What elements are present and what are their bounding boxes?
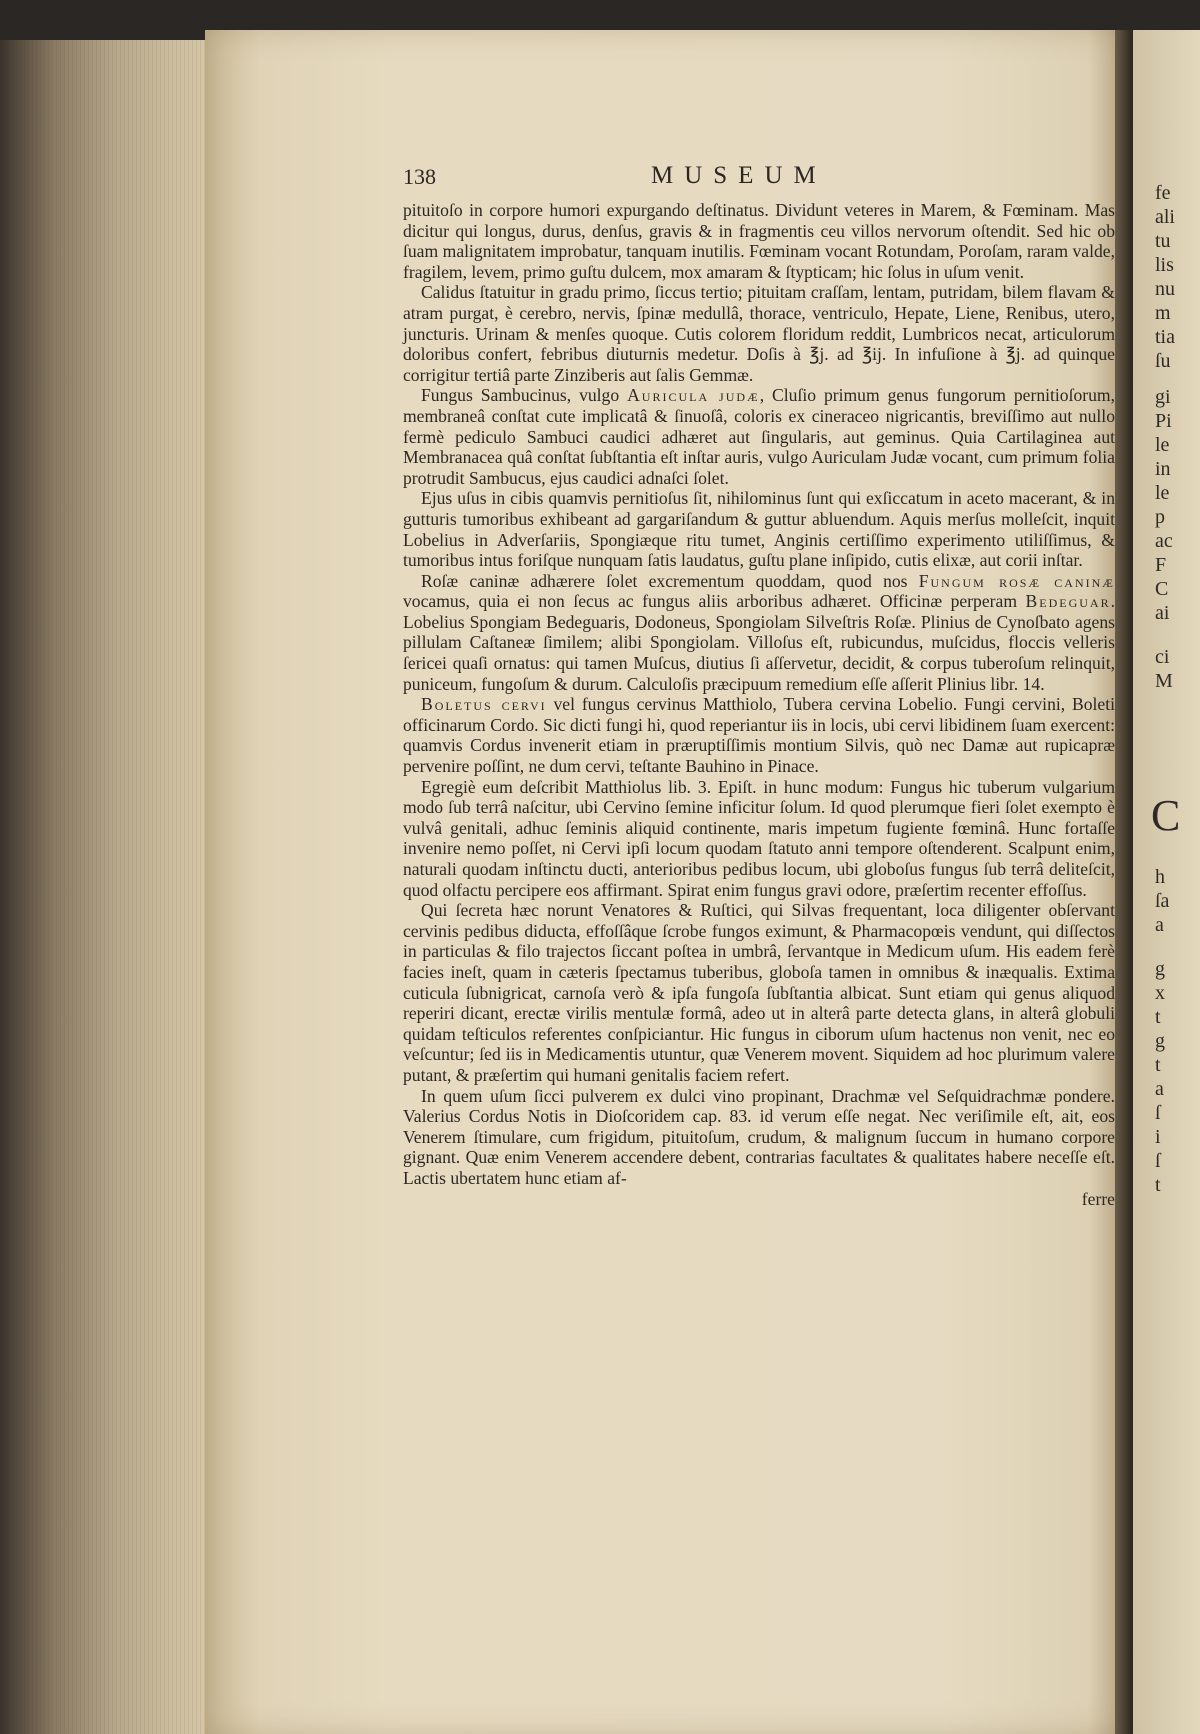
facing-page-initial: C <box>1151 791 1181 840</box>
facing-page-text: p <box>1155 506 1165 528</box>
facing-page-text: ſ <box>1155 1102 1161 1124</box>
paragraph: In quem uſum ſicci pulverem ex dulci vino propinant, Drachmæ vel Seſquidrachmæ pondere. Valerius Cordus Notis in Dioſcoridem cap. 83. id verum eſſe negat. Nec veriſimile eſt, ait, eos Venerem ſtimulare, cum frigidum, pituitoſum, crudum, & malignum ſuccum in humano corpore gignant. Quæ enim Venerem accendere debent, contrarias facultates & qualitates habere neceſſe eſt. Lactis ubertatem hunc etiam af- <box>403 1085 1115 1188</box>
facing-page-text: g <box>1155 1030 1165 1052</box>
species-name: Auricula judæ <box>627 385 760 406</box>
species-name: Fungum roſæ caninæ <box>918 570 1115 591</box>
facing-page-text: tu <box>1155 230 1171 252</box>
facing-page-fragment <box>1133 30 1200 1734</box>
species-name: Bedeguar <box>1025 591 1111 612</box>
facing-page-text: fe <box>1155 182 1171 204</box>
facing-page-text: a <box>1155 914 1164 936</box>
facing-page-text: ſu <box>1155 350 1171 372</box>
facing-page-text: t <box>1155 1006 1161 1028</box>
facing-page-text: a <box>1155 1078 1164 1100</box>
facing-page-text: m <box>1155 302 1171 324</box>
running-head <box>403 164 1115 198</box>
facing-page-text: in <box>1155 458 1171 480</box>
paragraph-text: vocamus, quia ei non ſecus ac fungus aliis arboribus adhæret. Officinæ perperam <box>403 591 1017 612</box>
paragraph-text: . Lobelius Spongiam Bedeguaris, Dodoneus, Spongiolam Silveſtris Roſæ. Plinius de Cynoſbato agens pillulam Caſtaneæ ſimilem; alibi Spongiolam. Villoſus eſt, rubicundus, muſcidus, floccis velleris ſericei quaſi ornatus: qui tamen Muſcus, diutius ſi aſſervetur, decidit, & corpus tuberoſum relinquit, puniceum, fungoſum & durum. Calculoſis præcipuum remedium eſſe aſſerit Plinius libr. 14. <box>403 591 1115 694</box>
facing-page-text: t <box>1155 1054 1161 1076</box>
paragraph-fungus-sambucinus <box>403 385 1115 488</box>
facing-page-text: C <box>1155 578 1169 600</box>
page-title: MUSEUM <box>651 162 827 189</box>
paragraph-rosae-caninae <box>403 571 1115 695</box>
paragraph-text: , Cluſio primum genus fungorum pernitioſorum, membraneâ conſtat cute implicatâ & ſinuoſâ, coloris ex cineraceo nigricantis, breviſſimo aut nullo fermè pediculo Sambuci caudici adhæret aut ſingularis, aut geminus. Quia Cartilaginea aut Membranacea quâ conſtat ſubſtantia eſt inſtar auris, vulgo Auriculam Judæ vocant, cum primum folia protrudit Sambucus, ejus caudici adnaſci ſolet. <box>403 385 1115 488</box>
facing-page-text: gi <box>1155 386 1171 408</box>
facing-page-text: M <box>1155 670 1173 692</box>
facing-page-text: h <box>1155 866 1165 888</box>
page-number: 138 <box>403 164 436 189</box>
facing-page-text: ac <box>1155 530 1173 552</box>
facing-page-text: le <box>1155 434 1170 456</box>
facing-page-text: ſa <box>1155 890 1170 912</box>
facing-page-text: t <box>1155 1174 1161 1196</box>
facing-page-text: i <box>1155 1126 1161 1148</box>
facing-page-text: lis <box>1155 254 1174 276</box>
facing-page-text: g <box>1155 958 1165 980</box>
page-text-block <box>403 164 1115 1209</box>
catchword: ferre <box>1081 1188 1115 1209</box>
paragraph: Qui ſecreta hæc norunt Venatores & Ruſtici, qui Silvas frequentant, loca diligenter obſervant cervinis pedibus diducta, effoſſâque ſcrobe fungos eximunt, & Pharmacopœis vendunt, qui diſſectos in particulas & filo trajectos ſiccant poſtea in umbrâ, ſervantque in Medicum uſum. His eadem ferè facies ineſt, quam in cæteris ſpectamus tuberibus, globoſa tamen in omnibus & inæqualis. Extima cuticula ſubnigricat, carnoſa verò & ipſa fungoſa ſubſtantia albicat. Sunt etiam qui genus aliquod reperiri dicant, erectæ virilis mentulæ formâ, adeo ut in alterâ parte detecta glans, in alterâ globuli quidam teſticulos referentes conſpiciantur. Hic fungus in ciborum uſum hactenus non venit, nec eo veſcuntur; ſed iis in Medicamentis utuntur, quæ Venerem movent. Siquidem ad hoc plurimum valere putant, & præſertim qui humani genitalis faciem refert. <box>403 900 1115 1085</box>
paragraph: pituitoſo in corpore humori expurgando deſtinatus. Dividunt veteres in Marem, & Fœminam. Mas dicitur qui longus, durus, denſus, gravis & in fragmentis ceu villos nervorum oſtendit. Sed hic ob ſuam malignitatem improbatur, tanquam inutilis. Fœminam vocant Rotundam, Poroſam, raram valde, fragilem, levem, primo guſtu dulcem, mox amaram & ſtypticam; hic ſolus in uſum venit. <box>403 200 1115 282</box>
facing-page-text: nu <box>1155 278 1175 300</box>
paragraph: Egregiè eum deſcribit Matthiolus lib. 3. Epiſt. in hunc modum: Fungus hic tuberum vulgarium modo ſub terrâ naſcitur, ubi Cervino ſemine inficitur ſolum. Id quod plerumque fieri ſolet exempto è vulvâ genitali, adhuc ſeminis aliquid continente, maris impetum fugiente fœminâ. Hunc fortaſſe invenire nemo poſſet, ni Cervi ipſi locum quodam ſtatuto anni tempore oſtenderent. Scalpunt enim, naturali quodam inſtinctu ducti, anterioribus pedibus locum, ubi globoſus fungus ſub terrâ deliteſcit, quod olfactu percipere eos affirmant. Spirat enim fungus gravi odore, præſertim recenter effoſſus. <box>403 776 1115 900</box>
species-name: Boletus cervi <box>421 694 547 715</box>
facing-page-text: Pi <box>1155 410 1172 432</box>
facing-page-text: tia <box>1155 326 1175 348</box>
paragraph-text: Roſæ caninæ adhærere ſolet excrementum quoddam, quod nos <box>421 570 908 591</box>
paragraph: Ejus uſus in cibis quamvis pernitioſus ſit, nihilominus ſunt qui exſiccatum in aceto macerant, & in gutturis tumoribus exhibeant ad gargariſandum & guttur abluendum. Aquis merſus molleſcit, inquit Lobelius in Adverſariis, Spongiæque ritu tumet, Anginis certiſſimo experimento utiliſſimus, & tumoribus intus foriſque nunquam ſatis laudatus, guſtu plane inſipido, cutis elixæ, aut corii inſtar. <box>403 488 1115 571</box>
paragraph-text: Fungus Sambucinus, vulgo <box>421 385 620 406</box>
book-page-edges <box>0 40 215 1734</box>
facing-page-text: ſ <box>1155 1150 1161 1172</box>
book-gutter <box>1115 30 1133 1734</box>
paragraph-text: vel fungus cervinus Matthiolo, Tubera cervina Lobelio. Fungi cervini, Boleti officinarum Cordo. Sic dicti fungi hi, quod reperiantur iis in locis, ubi cervi libidinem ſuam exercent: quamvis Cordus invenerit etiam in præruptiſſimis montium Silvis, quò nec Damæ aut rupicapræ pervenire poſſint, ne dum cervi, teſtante Bauhino in Pinace. <box>403 694 1116 777</box>
paragraph: Calidus ſtatuitur in gradu primo, ſiccus tertio; pituitam craſſam, lentam, putridam, bilem flavam & atram purgat, è cerebro, nervis, ſpinæ medullâ, thorace, ventriculo, Hepate, Liene, Renibus, utero, juncturis. Urinam & menſes quoque. Cutis colorem floridum reddit, Lumbricos necat, articulorum doloribus confert, febribus diuturnis medetur. Doſis à ℥j. ad ℥ij. In infuſione à ℥j. ad quinque corrigitur tertiâ parte Zinziberis aut ſalis Gemmæ. <box>403 282 1115 385</box>
facing-page-text: F <box>1155 554 1167 576</box>
facing-page-text: le <box>1155 482 1170 504</box>
facing-page-text: ai <box>1155 602 1170 624</box>
facing-page-text: ci <box>1155 646 1170 668</box>
facing-page-text: ali <box>1155 206 1175 228</box>
facing-page-text: x <box>1155 982 1165 1004</box>
paragraph-boletus-cervi <box>403 694 1115 776</box>
